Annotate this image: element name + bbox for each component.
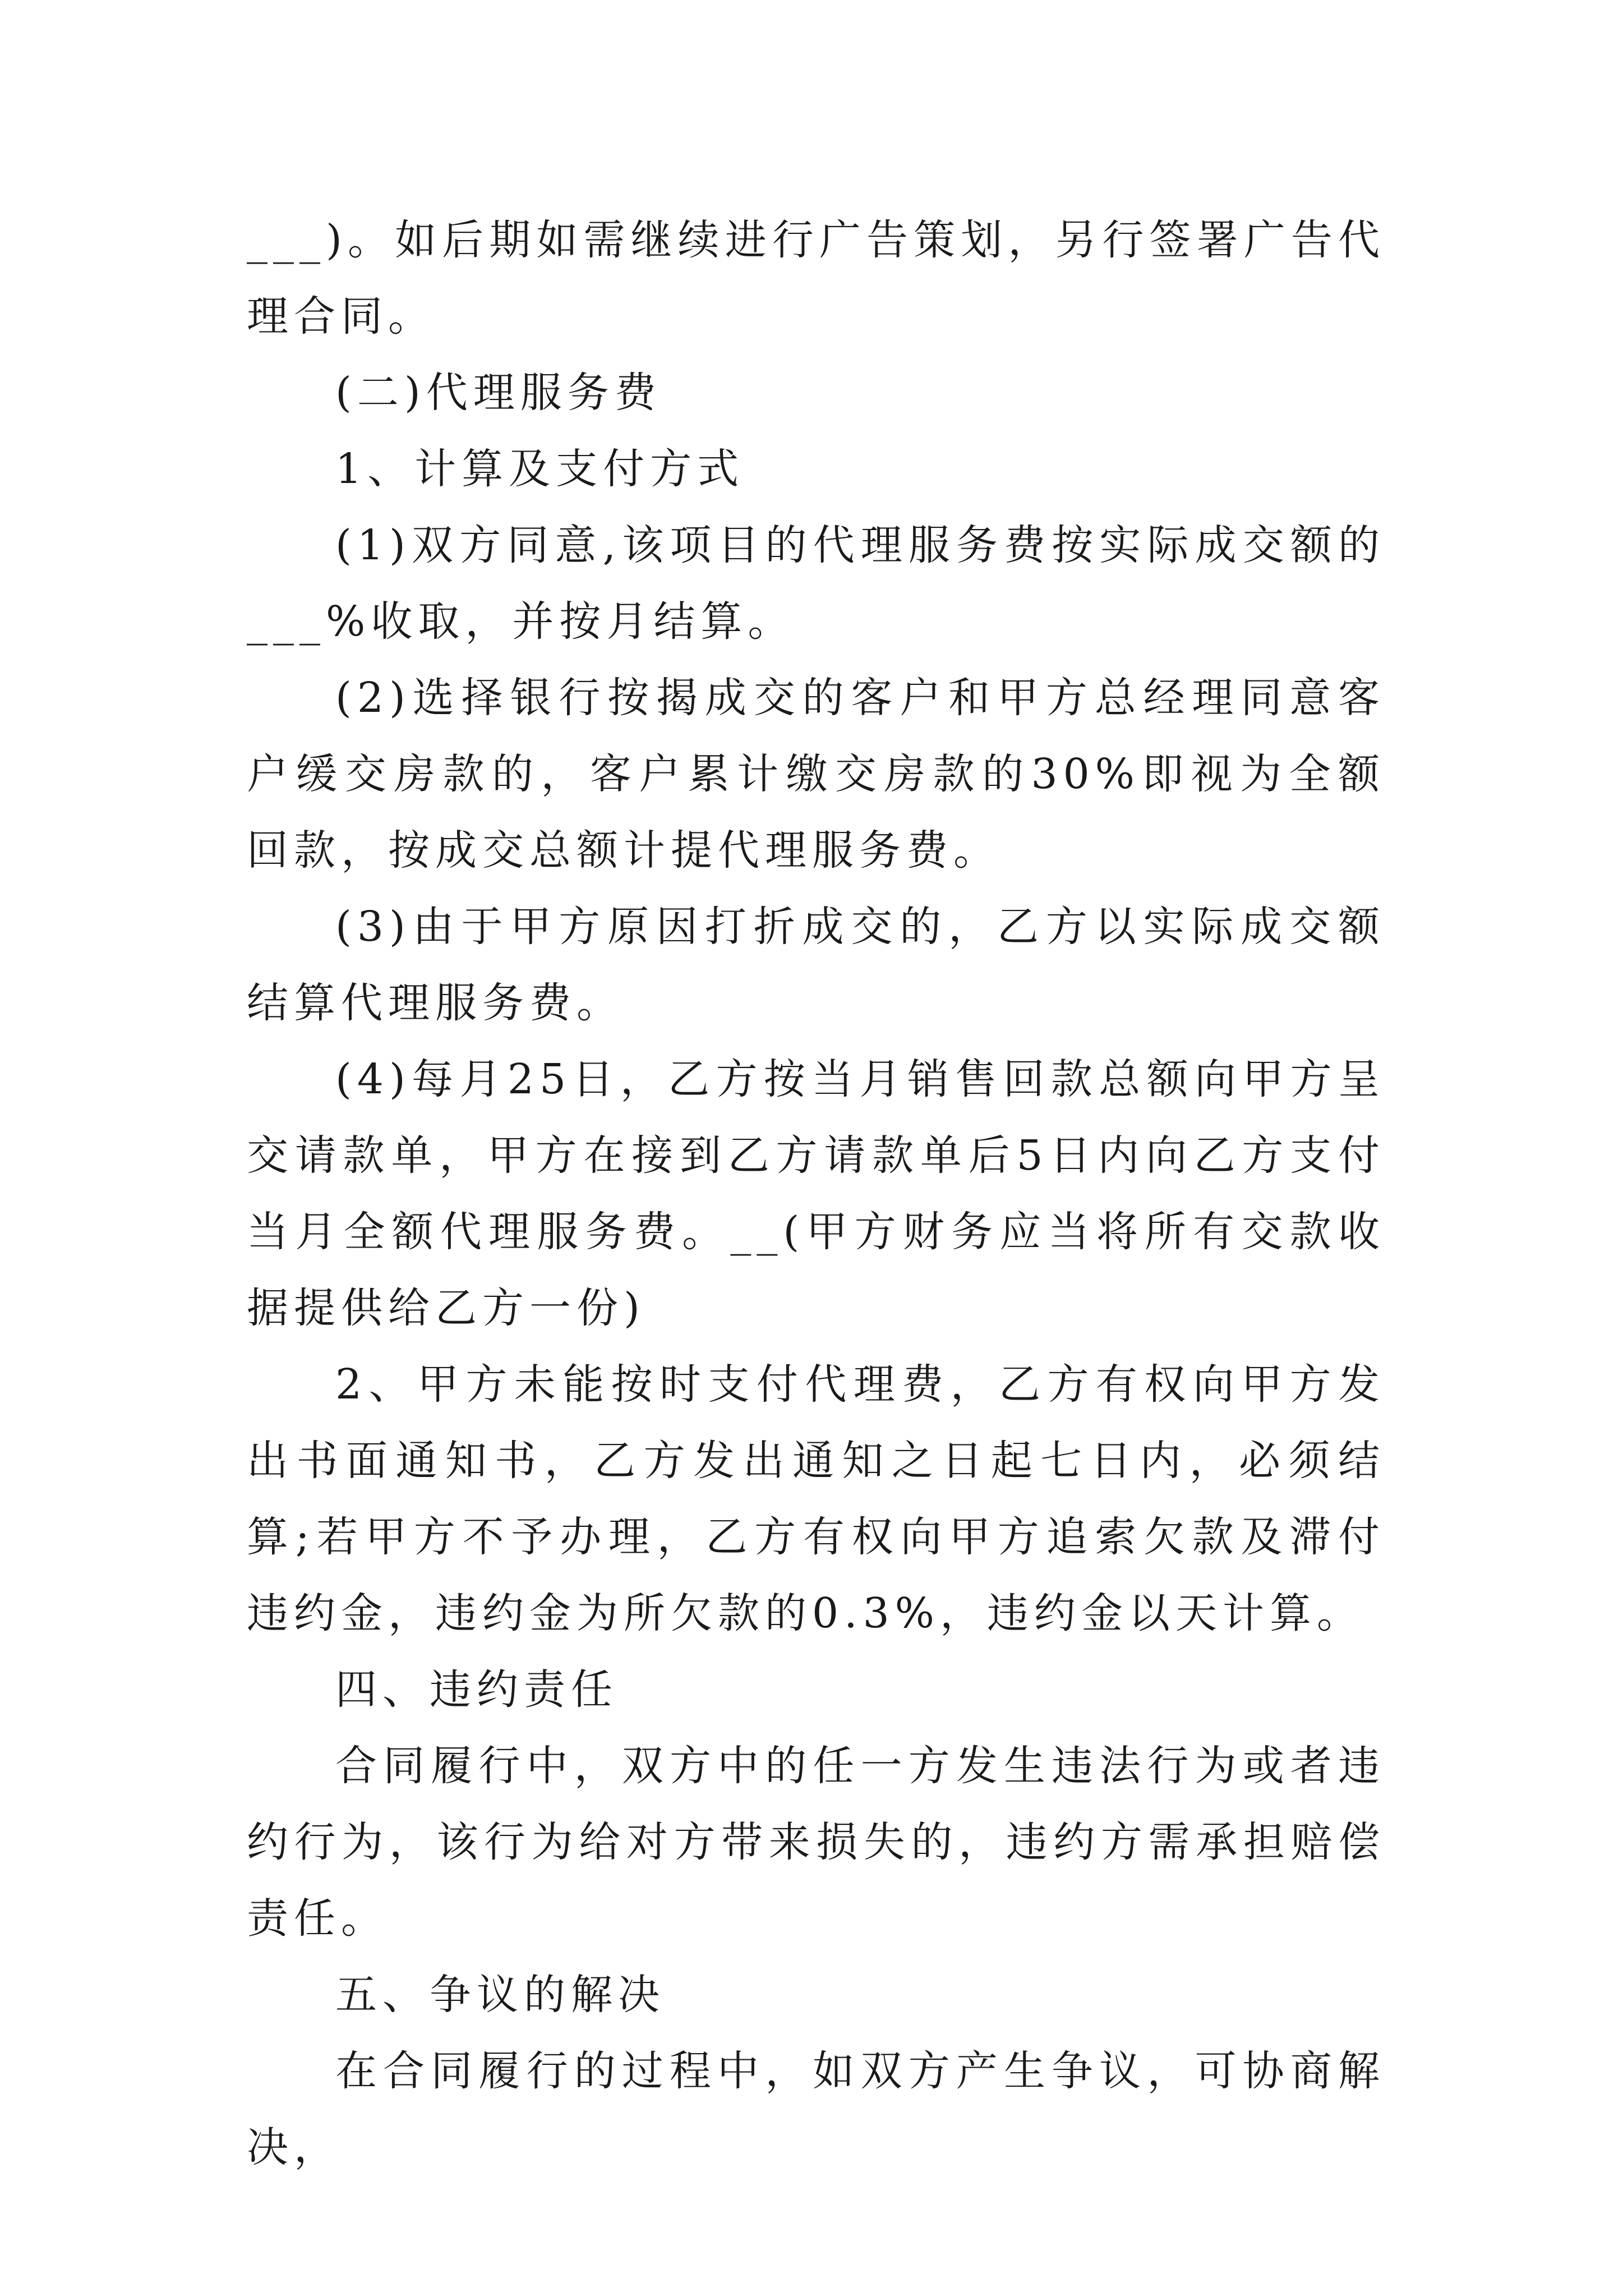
heading-calculation-payment: 1、计算及支付方式 xyxy=(335,445,745,493)
document-body xyxy=(247,202,1385,2185)
paragraph-mortgage-payment: (2)选择银行按揭成交的客户和甲方总经理同意客户缓交房款的，客户累计缴交房款的30%即视为全额回款，按成交总额计提代理服务费。 xyxy=(247,674,1385,875)
paragraph-fee-rate: (1)双方同意,该项目的代理服务费按实际成交额的___%收取，并按月结算。 xyxy=(247,521,1385,646)
paragraph-monthly-invoice: (4)每月25日，乙方按当月销售回款总额向甲方呈交请款单，甲方在接到乙方请款单后5日内向乙方支付当月全额代理服务费。__(甲方财务应当将所有交款收据提供给乙方一份) xyxy=(247,1055,1385,1332)
paragraph-discount-settlement: (3)由于甲方原因打折成交的，乙方以实际成交额结算代理服务费。 xyxy=(247,903,1385,1027)
heading-dispute-resolution: 五、争议的解决 xyxy=(335,1971,665,2019)
heading-breach-liability: 四、违约责任 xyxy=(335,1665,618,1714)
heading-agency-fee: (二)代理服务费 xyxy=(335,369,662,417)
paragraph-ad-contract: ___)。如后期如需继续进行广告策划，另行签署广告代理合同。 xyxy=(247,216,1385,341)
paragraph-dispute-resolution: 在合同履行的过程中，如双方产生争议，可协商解决， xyxy=(247,2047,1385,2171)
paragraph-late-payment: 2、甲方未能按时支付代理费，乙方有权向甲方发出书面通知书，乙方发出通知之日起七日内，必须结算;若甲方不予办理，乙方有权向甲方追索欠款及滞付违约金，违约金为所欠款的0.3%，违约金以天计算。 xyxy=(247,1360,1385,1637)
paragraph-breach-liability: 合同履行中，双方中的任一方发生违法行为或者违约行为，该行为给对方带来损失的，违约方需承担赔偿责任。 xyxy=(247,1742,1385,1943)
